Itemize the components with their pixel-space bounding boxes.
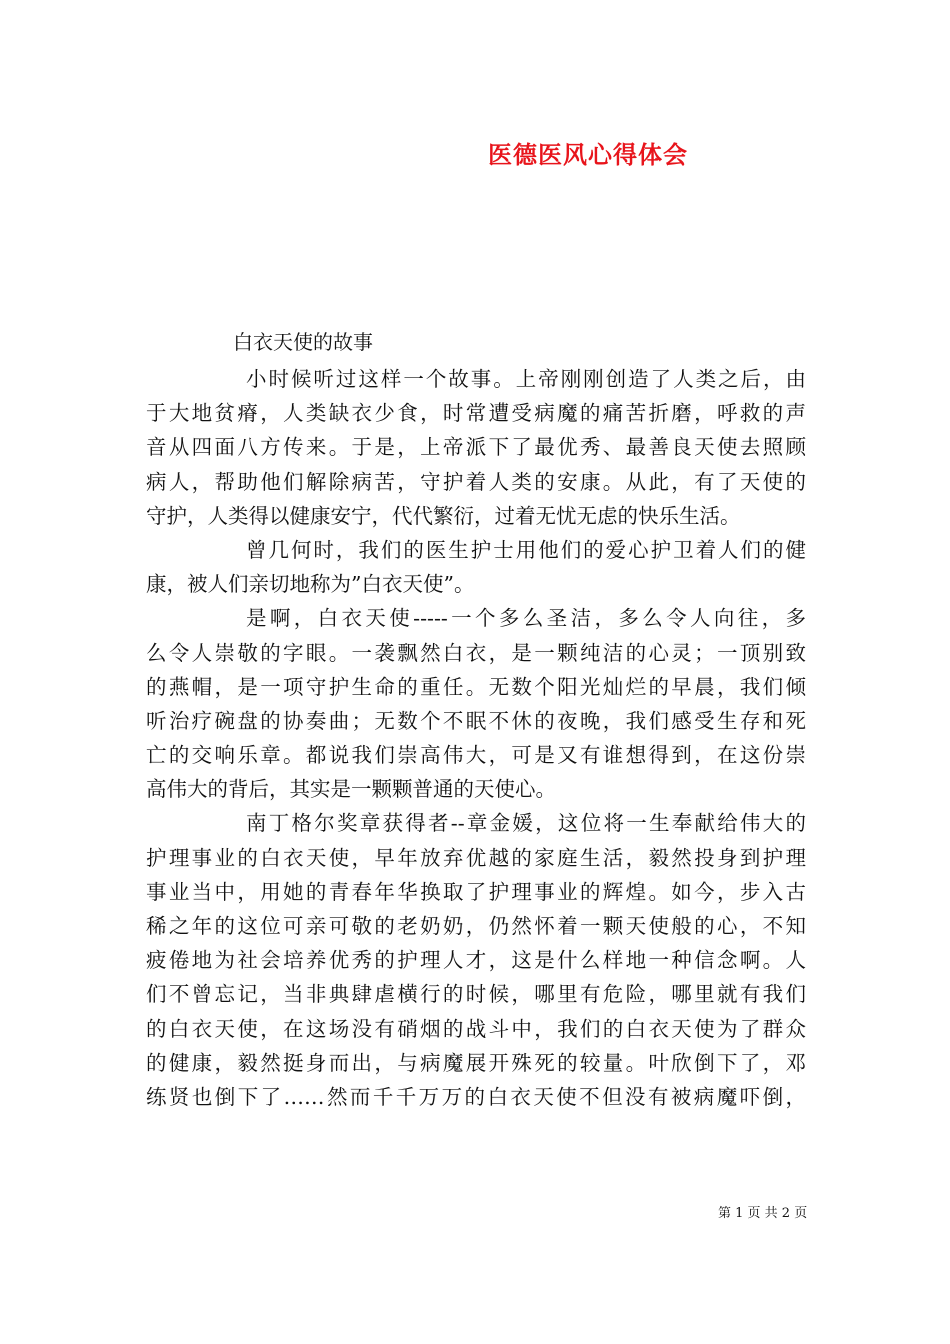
text-line: 病人，帮助他们解除病苦，守护着人类的安康。从此，有了天使的 xyxy=(146,469,806,494)
text-line: 护理事业的白衣天使，早年放弃优越的家庭生活，毅然投身到护理 xyxy=(146,845,806,870)
text-line: 的健康，毅然挺身而出，与病魔展开殊死的较量。叶欣倒下了，邓 xyxy=(146,1050,806,1075)
text-line: 稀之年的这位可亲可敬的老奶奶，仍然怀着一颗天使般的心，不知 xyxy=(146,914,806,938)
text-line: 守护，人类得以健康安宁，代代繁衍，过着无忧无虑的快乐生活。 xyxy=(146,503,741,528)
document-title: 医德医风心得体会 xyxy=(488,140,688,169)
text-line: 是啊，白衣天使-----一个多么圣洁，多么令人向往，多 xyxy=(246,606,806,631)
text-line: 练贤也倒下了……然而千千万万的白衣天使不但没有被病魔吓倒， xyxy=(146,1084,806,1109)
page-number: 第 1 页 共 2 页 xyxy=(718,1206,808,1221)
text-line: 听治疗碗盘的协奏曲；无数个不眠不休的夜晚，我们感受生存和死 xyxy=(146,708,806,733)
text-line: 康，被人们亲切地称为”白衣天使”。 xyxy=(146,572,475,597)
text-line: 曾几何时，我们的医生护士用他们的爱心护卫着人们的健 xyxy=(246,537,806,562)
text-line: 南丁格尔奖章获得者--章金媛，这位将一生奉献给伟大的 xyxy=(246,811,806,836)
text-line: 高伟大的背后，其实是一颗颗普通的天使心。 xyxy=(146,777,556,802)
text-line: 音从四面八方传来。于是，上帝派下了最优秀、最善良天使去照顾 xyxy=(146,435,806,460)
text-line: 们不曾忘记，当非典肆虐横行的时候，哪里有危险，哪里就有我们 xyxy=(146,982,806,1007)
text-line: 的燕帽，是一项守护生命的重任。无数个阳光灿烂的早晨，我们倾 xyxy=(146,674,806,699)
text-line: 亡的交响乐章。都说我们崇高伟大，可是又有谁想得到，在这份崇 xyxy=(146,743,806,768)
text-line: 疲倦地为社会培养优秀的护理人才，这是什么样地一种信念啊。人 xyxy=(146,948,806,973)
text-line: 事业当中，用她的青春年华换取了护理事业的辉煌。如今，步入古 xyxy=(146,879,806,904)
text-line: 小时候听过这样一个故事。上帝刚刚创造了人类之后，由 xyxy=(246,367,806,391)
text-line: 于大地贫瘠，人类缺衣少食，时常遭受病魔的痛苦折磨，呼救的声 xyxy=(146,401,806,426)
text-line: 的白衣天使，在这场没有硝烟的战斗中，我们的白衣天使为了群众 xyxy=(146,1016,806,1041)
text-line: 么令人崇敬的字眼。一袭飘然白衣，是一颗纯洁的心灵；一顶别致 xyxy=(146,640,806,665)
section-heading: 白衣天使的故事 xyxy=(233,330,373,354)
body-text xyxy=(146,362,806,1114)
